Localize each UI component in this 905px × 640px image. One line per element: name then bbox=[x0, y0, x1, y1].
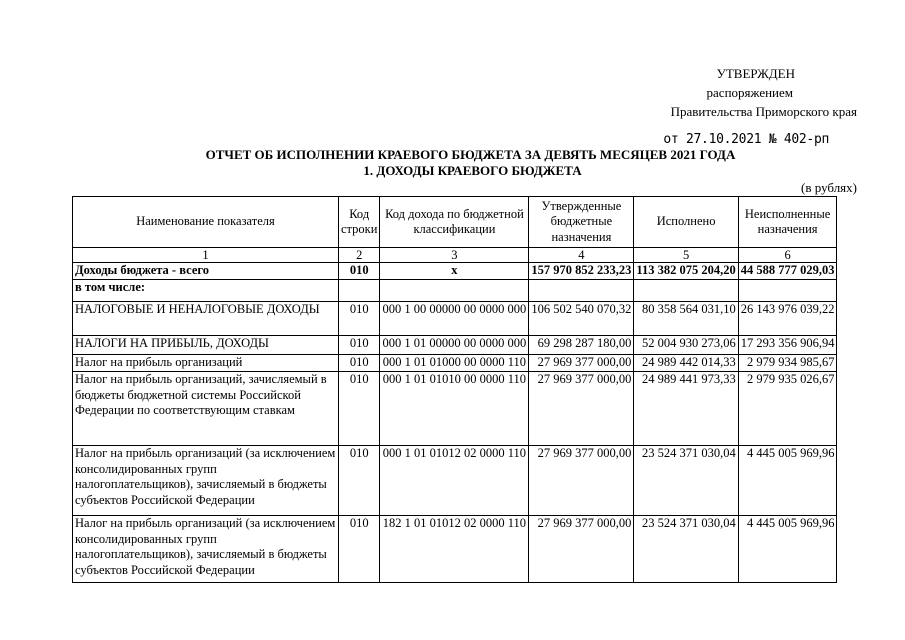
row-approved: 27 969 377 000,00 bbox=[529, 516, 634, 583]
row-name: НАЛОГИ НА ПРИБЫЛЬ, ДОХОДЫ bbox=[73, 336, 339, 355]
approval-stamp bbox=[663, 64, 857, 149]
column-number: 3 bbox=[380, 248, 529, 263]
row-name: Налог на прибыль организаций bbox=[73, 355, 339, 372]
report-title: ОТЧЕТ ОБ ИСПОЛНЕНИИ КРАЕВОГО БЮДЖЕТА ЗА ДЕВЯТЬ МЕСЯЦЕВ 2021 ГОДА bbox=[205, 147, 736, 162]
table-row bbox=[73, 336, 837, 355]
row-executed: 24 989 441 973,33 bbox=[634, 372, 738, 446]
table-row bbox=[73, 372, 837, 446]
row-executed bbox=[634, 280, 738, 302]
row-unexecuted: 2 979 935 026,67 bbox=[738, 372, 837, 446]
column-number-row bbox=[73, 248, 837, 263]
row-approved: 27 969 377 000,00 bbox=[529, 372, 634, 446]
row-approved: 106 502 540 070,32 bbox=[529, 302, 634, 336]
row-revenue-code: 000 1 00 00000 00 0000 000 bbox=[380, 302, 529, 336]
row-approved: 27 969 377 000,00 bbox=[529, 355, 634, 372]
row-revenue-code: 000 1 01 01012 02 0000 110 bbox=[380, 446, 529, 516]
row-name: Доходы бюджета - всего bbox=[73, 263, 339, 280]
row-approved: 69 298 287 180,00 bbox=[529, 336, 634, 355]
row-unexecuted: 2 979 934 985,67 bbox=[738, 355, 837, 372]
row-name: НАЛОГОВЫЕ И НЕНАЛОГОВЫЕ ДОХОДЫ bbox=[73, 302, 339, 336]
row-executed: 24 989 442 014,33 bbox=[634, 355, 738, 372]
report-subtitle: 1. ДОХОДЫ КРАЕВОГО БЮДЖЕТА bbox=[363, 163, 582, 178]
table-row bbox=[73, 263, 837, 280]
row-unexecuted: 17 293 356 906,94 bbox=[738, 336, 837, 355]
approval-line-3: Правительства Приморского края bbox=[670, 104, 857, 119]
column-number: 2 bbox=[339, 248, 380, 263]
header-cell: Код строки bbox=[339, 197, 380, 248]
row-revenue-code bbox=[380, 280, 529, 302]
table-header-row bbox=[73, 197, 837, 248]
row-revenue-code: х bbox=[380, 263, 529, 280]
row-revenue-code: 000 1 01 01000 00 0000 110 bbox=[380, 355, 529, 372]
table-row bbox=[73, 446, 837, 516]
row-executed: 23 524 371 030,04 bbox=[634, 446, 738, 516]
row-revenue-code: 182 1 01 01012 02 0000 110 bbox=[380, 516, 529, 583]
row-executed: 52 004 930 273,06 bbox=[634, 336, 738, 355]
row-approved: 27 969 377 000,00 bbox=[529, 446, 634, 516]
row-executed: 80 358 564 031,10 bbox=[634, 302, 738, 336]
row-executed: 23 524 371 030,04 bbox=[634, 516, 738, 583]
row-name: в том числе: bbox=[73, 280, 339, 302]
table-row bbox=[73, 355, 837, 372]
row-line-code: 010 bbox=[339, 516, 380, 583]
row-revenue-code: 000 1 01 01010 00 0000 110 bbox=[380, 372, 529, 446]
header-cell: Наименование показателя bbox=[73, 197, 339, 248]
column-number: 1 bbox=[73, 248, 339, 263]
row-name: Налог на прибыль организаций (за исключением консолидированных групп налогоплательщиков), зачисляемый в бюджеты субъектов Российской Федерации bbox=[73, 516, 339, 583]
header-cell: Утвержденные бюджетные назначения bbox=[529, 197, 634, 248]
row-line-code: 010 bbox=[339, 263, 380, 280]
row-unexecuted: 26 143 976 039,22 bbox=[738, 302, 837, 336]
table-row bbox=[73, 302, 837, 336]
row-line-code: 010 bbox=[339, 372, 380, 446]
row-executed: 113 382 075 204,20 bbox=[634, 263, 738, 280]
row-line-code: 010 bbox=[339, 336, 380, 355]
approval-line-2: распоряжением bbox=[706, 85, 793, 100]
row-unexecuted bbox=[738, 280, 837, 302]
table-row bbox=[73, 280, 837, 302]
approval-decree-number: от 27.10.2021 № 402-рп bbox=[663, 132, 829, 147]
approval-line-1: УТВЕРЖДЕН bbox=[716, 66, 795, 81]
row-name: Налог на прибыль организаций, зачисляемый в бюджеты бюджетной системы Российской Федерации по соответствующим ставкам bbox=[73, 372, 339, 446]
row-unexecuted: 4 445 005 969,96 bbox=[738, 516, 837, 583]
row-approved: 157 970 852 233,23 bbox=[529, 263, 634, 280]
table-row bbox=[73, 516, 837, 583]
column-number: 4 bbox=[529, 248, 634, 263]
header-cell: Код дохода по бюджетной классификации bbox=[380, 197, 529, 248]
header-cell: Неисполненные назначения bbox=[738, 197, 837, 248]
header-cell: Исполнено bbox=[634, 197, 738, 248]
row-line-code bbox=[339, 280, 380, 302]
row-unexecuted: 4 445 005 969,96 bbox=[738, 446, 837, 516]
row-name: Налог на прибыль организаций (за исключением консолидированных групп налогоплательщиков), зачисляемый в бюджеты субъектов Российской Федерации bbox=[73, 446, 339, 516]
row-line-code: 010 bbox=[339, 355, 380, 372]
unit-note: (в рублях) bbox=[801, 180, 857, 195]
row-unexecuted: 44 588 777 029,03 bbox=[738, 263, 837, 280]
column-number: 5 bbox=[634, 248, 738, 263]
revenue-table bbox=[72, 196, 837, 583]
row-approved bbox=[529, 280, 634, 302]
row-line-code: 010 bbox=[339, 302, 380, 336]
row-line-code: 010 bbox=[339, 446, 380, 516]
column-number: 6 bbox=[738, 248, 837, 263]
row-revenue-code: 000 1 01 00000 00 0000 000 bbox=[380, 336, 529, 355]
